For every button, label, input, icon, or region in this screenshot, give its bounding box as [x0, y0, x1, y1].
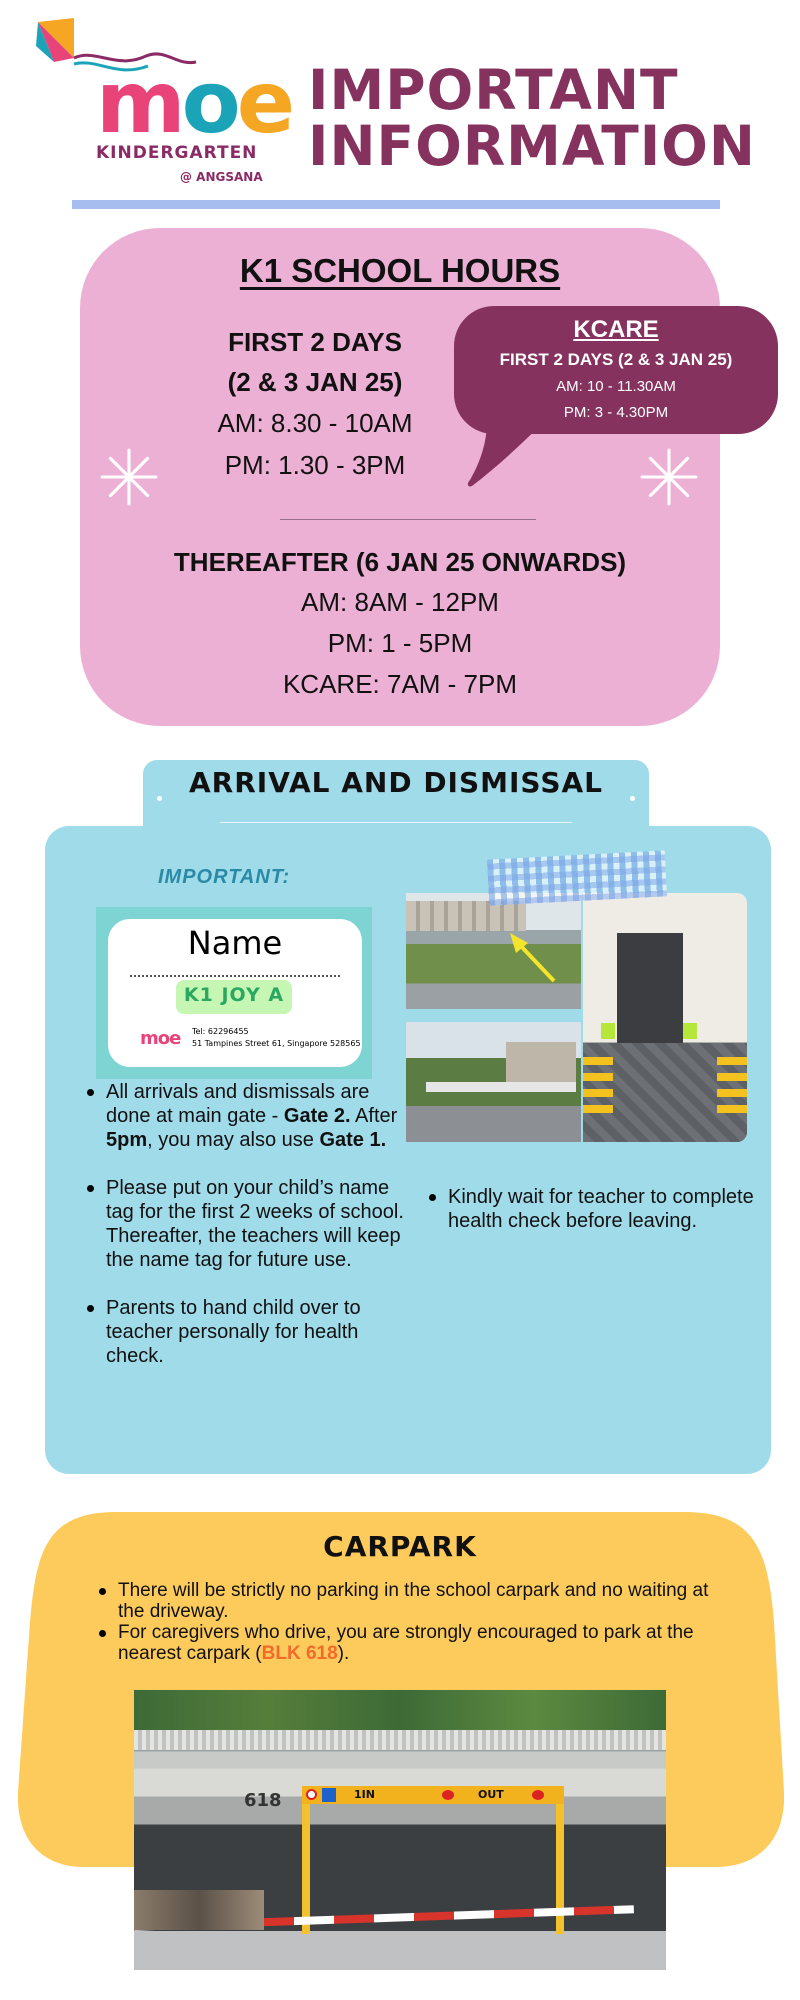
thereafter-kcare: KCARE: 7AM - 7PM — [282, 669, 518, 699]
list-item: Please put on your child’s name tag for the first 2 weeks of school. Thereafter, the teachers will keep the name tag for future use. — [84, 1176, 404, 1272]
gate-post — [302, 1804, 310, 1934]
carpark-title: CARPARK — [323, 1530, 477, 1563]
important-label: IMPORTANT: — [158, 866, 291, 888]
chair-shape — [601, 1023, 615, 1039]
first-days-block — [175, 322, 455, 486]
name-tag-address: 51 Tampines Street 61, Singapore 528565 — [192, 1039, 361, 1048]
fence-shape — [426, 1082, 576, 1092]
first-days-pm: PM: 1.30 - 3PM — [224, 450, 406, 480]
no-entry-icon — [442, 1790, 454, 1800]
thereafter-pm: PM: 1 - 5PM — [327, 628, 473, 658]
railing-shape — [134, 1730, 666, 1750]
kcare-subtitle: FIRST 2 DAYS (2 & 3 JAN 25) — [499, 350, 733, 369]
building-shape — [506, 1042, 576, 1082]
entrance-photo — [583, 893, 747, 1142]
kcare-title: KCARE — [573, 316, 659, 343]
name-tag-class: K1 JOY A — [183, 984, 285, 1006]
logo-wordmark: moe — [96, 53, 292, 153]
kcare-am: AM: 10 - 11.30AM — [556, 378, 676, 395]
no-smoking-icon — [306, 1789, 317, 1800]
arrival-left-list — [84, 1080, 404, 1392]
first-days-dates: (2 & 3 JAN 25) — [227, 367, 403, 397]
list-item: Parents to hand child over to teacher personally for health check. — [84, 1296, 404, 1368]
logo-location: @ ANGSANA — [180, 170, 263, 184]
title-line-2: INFORMATION — [308, 114, 756, 178]
exit-label: OUT — [478, 1788, 504, 1801]
header-divider — [72, 200, 720, 209]
name-tag-contact — [192, 1026, 361, 1050]
arrival-title: ARRIVAL AND DISMISSAL — [188, 766, 604, 799]
logo-kindergarten: KINDERGARTEN — [96, 143, 258, 163]
arrow-icon — [406, 893, 581, 1009]
debris-shape — [134, 1890, 264, 1930]
list-item: For caregivers who drive, you are strongly encouraged to park at the nearest carpark (BLK 618). — [96, 1622, 736, 1664]
doorway-shape — [617, 933, 683, 1043]
wheelchair-icon — [322, 1788, 336, 1802]
arrival-title-rule — [220, 822, 572, 823]
gingham-tape — [487, 850, 667, 905]
thereafter-am: AM: 8AM - 12PM — [301, 587, 499, 617]
thereafter-heading: THEREAFTER (6 JAN 25 ONWARDS) — [173, 547, 627, 577]
sparkle-icon — [98, 446, 160, 508]
first-days-heading: FIRST 2 DAYS — [228, 327, 402, 357]
list-item: Kindly wait for teacher to complete health check before leaving. — [426, 1185, 756, 1233]
gate-photo-2 — [406, 1022, 581, 1142]
kcare-pm: PM: 3 - 4.30PM — [563, 404, 669, 421]
carpark-photo — [134, 1690, 666, 1970]
gate-photo-1 — [406, 893, 581, 1009]
chair-shape — [683, 1023, 697, 1039]
entrance-sign — [302, 1786, 564, 1804]
title-line-1: IMPORTANT — [308, 58, 679, 122]
page-title — [308, 58, 788, 178]
trees-shape — [134, 1690, 666, 1730]
name-tag-tel: Tel: 62296455 — [192, 1027, 249, 1036]
sparkle-icon — [638, 446, 700, 508]
list-item: There will be strictly no parking in the school carpark and no waiting at the driveway. — [96, 1580, 736, 1622]
hours-divider — [280, 519, 536, 520]
list-item: All arrivals and dismissals are done at main gate - Gate 2. After 5pm, you may also use Gate 1. — [84, 1080, 404, 1152]
no-entry-icon — [532, 1790, 544, 1800]
entry-label: 1IN — [354, 1788, 375, 1801]
kcare-times — [454, 374, 778, 426]
hours-title: K1 SCHOOL HOURS — [239, 252, 561, 289]
thereafter-block — [80, 542, 720, 705]
first-days-am: AM: 8.30 - 10AM — [217, 408, 413, 438]
name-tag-dotted-line — [130, 975, 340, 977]
yellow-marking — [717, 1053, 747, 1113]
name-tag-name: Name — [187, 924, 283, 962]
name-tag-logo: moe — [140, 1028, 181, 1049]
arrival-right-list — [426, 1185, 756, 1233]
yellow-marking — [583, 1053, 613, 1113]
carpark-list — [96, 1580, 736, 1664]
block-number: 618 — [244, 1790, 282, 1811]
